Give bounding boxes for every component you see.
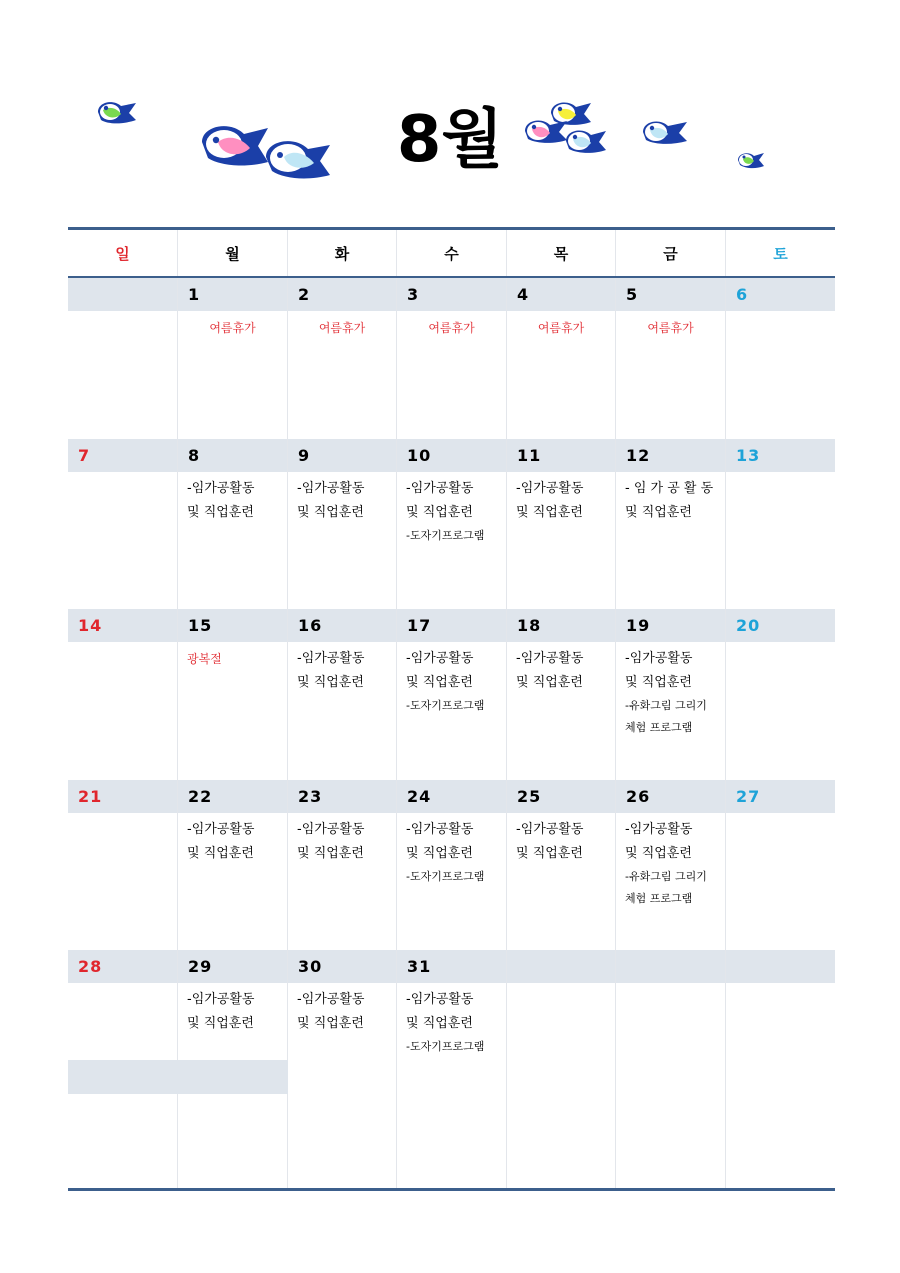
day-cell[interactable] xyxy=(288,278,397,439)
day-cell[interactable] xyxy=(68,780,178,950)
day-events xyxy=(507,818,615,866)
event-text: -유화그림 그리기 xyxy=(625,870,707,883)
day-number: 1 xyxy=(188,285,201,304)
day-events xyxy=(507,647,615,695)
day-cell[interactable] xyxy=(507,950,616,1188)
day-number: 26 xyxy=(626,787,651,806)
event-text: 및 직업훈련 xyxy=(297,505,364,520)
day-cell[interactable] xyxy=(726,609,835,780)
day-number: 31 xyxy=(407,957,432,976)
event-text: -임가공활동 xyxy=(297,481,365,496)
event-text: 및 직업훈련 xyxy=(187,846,254,861)
day-number: 27 xyxy=(736,787,761,806)
day-number: 14 xyxy=(78,616,103,635)
event-text: -임가공활동 xyxy=(406,651,474,666)
week-row xyxy=(68,278,835,439)
event-text: -임가공활동 xyxy=(406,822,474,837)
day-events xyxy=(397,477,506,547)
day-events xyxy=(178,477,287,525)
day-events xyxy=(616,818,725,910)
day-events xyxy=(288,647,396,695)
day-number: 28 xyxy=(78,957,103,976)
day-cell[interactable] xyxy=(178,278,288,439)
day-cell[interactable] xyxy=(68,278,178,439)
event-text: 및 직업훈련 xyxy=(516,675,583,690)
day-events xyxy=(178,316,287,340)
event-text: -도자기프로그램 xyxy=(406,870,485,883)
event-text: 및 직업훈련 xyxy=(406,505,473,520)
event-text: -임가공활동 xyxy=(297,822,365,837)
day-number: 10 xyxy=(407,446,432,465)
event-text: 및 직업훈련 xyxy=(297,846,364,861)
day-number: 6 xyxy=(736,285,749,304)
weekday-wed: 수 xyxy=(397,230,507,276)
day-cell[interactable] xyxy=(68,609,178,780)
day-number: 7 xyxy=(78,446,91,465)
day-number: 25 xyxy=(517,787,542,806)
day-number: 12 xyxy=(626,446,651,465)
event-text: 광복절 xyxy=(187,652,222,666)
event-text: 여름휴가 xyxy=(428,321,475,335)
day-cell[interactable] xyxy=(397,439,507,609)
event-text: -유화그림 그리기 xyxy=(625,699,707,712)
day-cell[interactable] xyxy=(288,609,397,780)
day-number: 20 xyxy=(736,616,761,635)
day-events xyxy=(178,988,287,1036)
weekday-mon: 월 xyxy=(178,230,288,276)
day-events xyxy=(616,647,725,739)
day-number: 18 xyxy=(517,616,542,635)
event-text: 여름휴가 xyxy=(318,321,366,335)
event-text: 및 직업훈련 xyxy=(187,505,254,520)
event-text: -임가공활동 xyxy=(516,822,584,837)
day-events xyxy=(288,316,396,340)
page-title: 8월 xyxy=(396,103,504,177)
day-cell[interactable] xyxy=(288,439,397,609)
day-number: 24 xyxy=(407,787,432,806)
week-row xyxy=(68,780,835,950)
day-cell[interactable] xyxy=(726,950,835,1188)
day-events xyxy=(616,316,725,340)
event-text: -도자기프로그램 xyxy=(406,529,485,542)
day-number: 21 xyxy=(78,787,103,806)
bottom-border xyxy=(68,1188,835,1191)
weekday-fri: 금 xyxy=(616,230,726,276)
day-events xyxy=(397,988,506,1058)
day-number: 15 xyxy=(188,616,213,635)
weekday-tue: 화 xyxy=(288,230,397,276)
day-cell[interactable] xyxy=(397,278,507,439)
day-number: 2 xyxy=(298,285,311,304)
day-cell[interactable] xyxy=(616,950,726,1188)
day-cell[interactable] xyxy=(68,439,178,609)
day-number: 3 xyxy=(407,285,420,304)
event-text: 여름휴가 xyxy=(209,321,256,335)
day-cell[interactable] xyxy=(616,278,726,439)
day-cell[interactable] xyxy=(288,950,397,1188)
day-events xyxy=(397,316,506,340)
day-number: 23 xyxy=(298,787,323,806)
event-text: -임가공활동 xyxy=(297,992,365,1007)
event-text: 및 직업훈련 xyxy=(406,675,473,690)
day-number: 16 xyxy=(298,616,323,635)
day-cell[interactable] xyxy=(288,780,397,950)
event-text: 및 직업훈련 xyxy=(187,1016,254,1031)
day-cell[interactable] xyxy=(616,609,726,780)
day-events xyxy=(507,477,615,525)
event-text: -임가공활동 xyxy=(625,822,693,837)
day-cell[interactable] xyxy=(178,780,288,950)
weekday-sun: 일 xyxy=(68,230,178,276)
event-text: -도자기프로그램 xyxy=(406,699,485,712)
event-text: 및 직업훈련 xyxy=(516,846,583,861)
week-row xyxy=(68,609,835,780)
event-text: -임가공활동 xyxy=(516,481,584,496)
day-cell[interactable] xyxy=(397,609,507,780)
day-number: 11 xyxy=(517,446,542,465)
day-number: 4 xyxy=(517,285,530,304)
event-text: 및 직업훈련 xyxy=(406,846,473,861)
event-text: 및 직업훈련 xyxy=(625,505,692,520)
day-cell[interactable] xyxy=(178,439,288,609)
day-events xyxy=(507,316,615,340)
weekday-header xyxy=(68,230,835,276)
event-text: -임가공활동 xyxy=(406,481,474,496)
weekday-thu: 목 xyxy=(507,230,616,276)
day-cell[interactable] xyxy=(507,278,616,439)
day-number: 13 xyxy=(736,446,761,465)
day-events xyxy=(616,477,725,525)
event-text: 및 직업훈련 xyxy=(625,675,692,690)
day-events xyxy=(288,818,396,866)
event-text: 체험 프로그램 xyxy=(625,892,693,905)
weekday-sat: 토 xyxy=(773,244,788,263)
day-cell[interactable] xyxy=(507,609,616,780)
day-cell[interactable] xyxy=(397,950,507,1188)
event-text: 여름휴가 xyxy=(647,321,694,335)
day-number: 29 xyxy=(188,957,213,976)
day-cell[interactable] xyxy=(397,780,507,950)
day-events xyxy=(178,818,287,866)
day-number: 30 xyxy=(298,957,323,976)
event-text: 및 직업훈련 xyxy=(625,846,692,861)
day-events xyxy=(397,647,506,717)
day-events xyxy=(178,647,287,671)
event-text: 체험 프로그램 xyxy=(625,721,693,734)
day-number: 5 xyxy=(626,285,639,304)
event-text: -임가공활동 xyxy=(187,992,255,1007)
event-text: 및 직업훈련 xyxy=(516,505,583,520)
event-text: -도자기프로그램 xyxy=(406,1040,485,1053)
day-cell[interactable] xyxy=(726,439,835,609)
day-events xyxy=(397,818,506,888)
event-text: 및 직업훈련 xyxy=(297,1016,364,1031)
event-text: -임가공활동 xyxy=(187,822,255,837)
day-cell[interactable] xyxy=(507,439,616,609)
day-number: 8 xyxy=(188,446,201,465)
day-events xyxy=(288,477,396,525)
event-text: 및 직업훈련 xyxy=(406,1016,473,1031)
event-text: -임가공활동 xyxy=(625,651,693,666)
spare-row-bar xyxy=(68,1060,288,1094)
day-number: 17 xyxy=(407,616,432,635)
event-text: 및 직업훈련 xyxy=(297,675,364,690)
day-events xyxy=(288,988,396,1036)
day-number: 19 xyxy=(626,616,651,635)
event-text: - 임 가 공 활 동 xyxy=(625,481,714,496)
event-text: -임가공활동 xyxy=(297,651,365,666)
day-number: 22 xyxy=(188,787,213,806)
event-text: 여름휴가 xyxy=(537,321,585,335)
day-cell[interactable] xyxy=(726,780,835,950)
event-text: -임가공활동 xyxy=(187,481,255,496)
day-cell[interactable] xyxy=(726,278,835,439)
week-row xyxy=(68,439,835,609)
event-text: -임가공활동 xyxy=(516,651,584,666)
day-cell[interactable] xyxy=(507,780,616,950)
day-cell[interactable] xyxy=(616,439,726,609)
event-text: -임가공활동 xyxy=(406,992,474,1007)
day-cell[interactable] xyxy=(616,780,726,950)
day-cell[interactable] xyxy=(178,609,288,780)
day-number: 9 xyxy=(298,446,311,465)
